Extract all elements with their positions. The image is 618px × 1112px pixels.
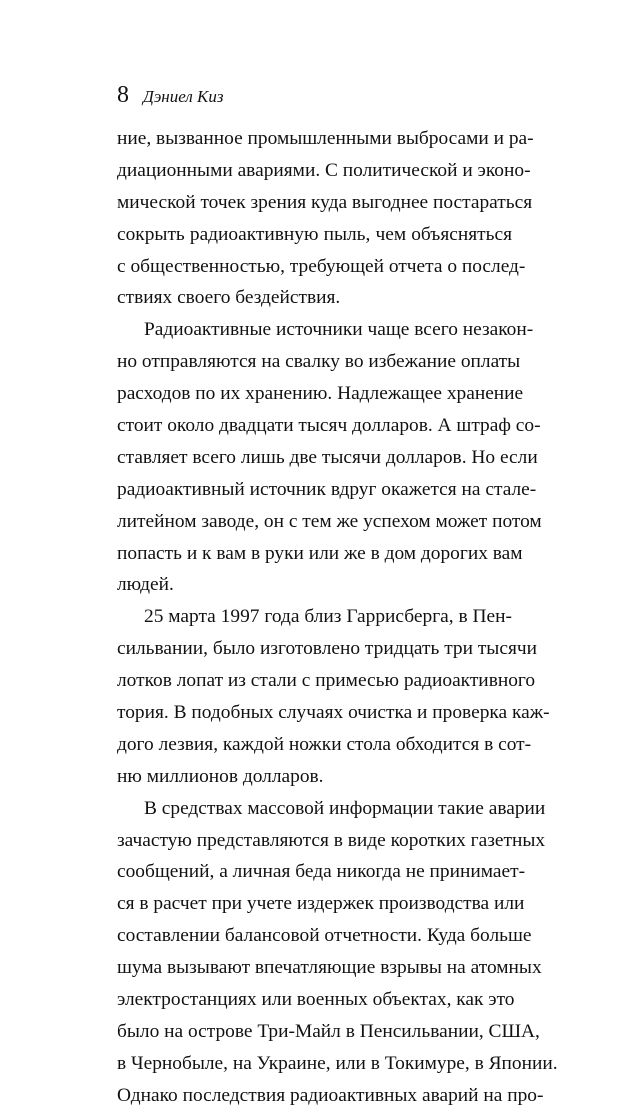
text-line: сильвании, было изготовлено тридцать три тысячи: [117, 638, 537, 660]
text-line: электростанциях или военных объектах, как это: [117, 989, 515, 1011]
text-line: ние, вызванное промышленными выбросами и ра-: [117, 128, 534, 149]
text-line: ставляет всего лишь две тысячи долларов. Но если: [117, 446, 538, 468]
paragraph-2: [117, 314, 542, 601]
text-line: попасть и к вам в руки или же в дом дорогих вам: [117, 542, 523, 564]
text-line: расходов по их хранению. Надлежащее хранение: [117, 383, 524, 405]
text-line: сообщений, а личная беда никогда не принимает-: [117, 861, 526, 883]
text-line: ню миллионов долларов.: [117, 765, 324, 787]
text-line: ся в расчет при учете издержек производства или: [117, 893, 525, 915]
text-line: радиоактивный источник вдруг окажется на стале-: [117, 478, 537, 500]
paragraph-4: [117, 793, 558, 1112]
text-line: мической точек зрения куда выгоднее постараться: [117, 191, 533, 213]
body-text: [117, 123, 558, 1112]
text-line: Радиоактивные источники чаще всего незакон-: [144, 319, 534, 341]
text-line: но отправляются на свалку во избежание оплаты: [117, 351, 521, 373]
text-line: зачастую представляются в виде коротких газетных: [117, 829, 546, 851]
text-line: тория. В подобных случаях очистка и проверка каж-: [117, 702, 550, 724]
text-line: шума вызывают впечатляющие взрывы на атомных: [117, 957, 542, 979]
text-line: было на острове Три-Майл в Пенсильвании, США,: [117, 1020, 540, 1042]
text-line: лотков лопат из стали с примесью радиоактивного: [117, 670, 536, 692]
text-line: составлении балансовой отчетности. Куда больше: [117, 925, 532, 947]
text-line: диационными авариями. С политической и эконо-: [117, 159, 531, 181]
text-line: сокрыть радиоактивную пыль, чем объясняться: [117, 223, 512, 245]
text-line: в Чернобыле, на Украине, или в Токимуре, в Японии.: [117, 1052, 558, 1074]
text-line: 25 марта 1997 года близ Гаррисберга, в Пен-: [144, 606, 512, 628]
text-line: литейном заводе, он с тем же успехом может потом: [117, 510, 542, 532]
running-head: [117, 80, 223, 110]
text-line: ствиях своего бездействия.: [117, 287, 341, 309]
paragraph-3: [117, 601, 550, 792]
text-line: дого лезвия, каждой ножки стола обходится в сот-: [117, 733, 532, 755]
text-line: Однако последствия радиоактивных аварий на про-: [117, 1084, 544, 1106]
text-line: стоит около двадцати тысяч долларов. А штраф со-: [117, 415, 541, 437]
paragraph-1: [117, 123, 534, 314]
running-head-author: Дэниел Киз: [143, 87, 224, 106]
text-line: с общественностью, требующей отчета о послед-: [117, 255, 526, 277]
text-line: В средствах массовой информации такие аварии: [144, 797, 546, 819]
text-line: людей.: [117, 574, 174, 596]
page-number: 8: [117, 82, 129, 108]
